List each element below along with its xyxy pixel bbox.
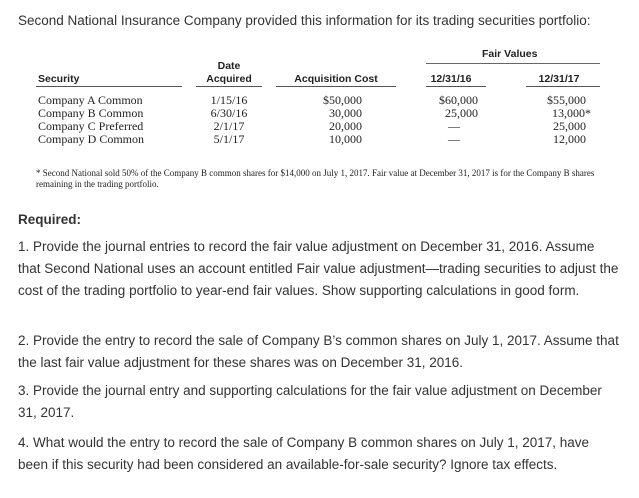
row-security: Company B Common bbox=[38, 106, 144, 120]
table-footnote: * Second National sold 50% of the Company B common shares for $14,000 on July 1, 2017. Fair value at December 31, 2017 is for the Company B shares remaining in the trading portfolio. bbox=[36, 168, 595, 189]
rule-fv-2016 bbox=[426, 86, 486, 87]
fair-values-header: Fair Values bbox=[482, 48, 538, 60]
row-fv-2017: 13,000* bbox=[552, 106, 591, 120]
header-date-line1: Date bbox=[217, 60, 241, 72]
row-fv-2016: $60,000 bbox=[439, 93, 478, 107]
required-heading: Required: bbox=[18, 212, 82, 227]
row-security: Company A Common bbox=[38, 93, 143, 107]
header-fv-2017: 12/31/17 bbox=[538, 73, 580, 85]
row-date: 1/15/16 bbox=[210, 93, 248, 107]
rule-cost bbox=[276, 86, 396, 87]
rule-security bbox=[36, 86, 182, 87]
row-fv-2017: 12,000 bbox=[553, 132, 586, 146]
row-fv-2016: — bbox=[448, 132, 460, 146]
row-cost: $50,000 bbox=[323, 93, 362, 107]
row-date: 6/30/16 bbox=[210, 106, 248, 120]
row-date: 5/1/17 bbox=[213, 132, 245, 146]
question-4: 4. What would the entry to record the sale of Company B common shares on July 1, 2017, have been if this security had been considered an available-for-sale security? Ignore tax effects. bbox=[18, 435, 590, 472]
rule-fv-2017 bbox=[526, 86, 600, 87]
question-3: 3. Provide the journal entry and supporting calculations for the fair value adjustment on December 31, 2017. bbox=[18, 383, 602, 420]
row-date: 2/1/17 bbox=[213, 119, 245, 133]
question-1: 1. Provide the journal entries to record the fair value adjustment on December 31, 2016. Assume that Second National uses an account entitled Fair value adjustment—trading securities to adjust the cost of the trading portfolio to year-end fair values. Show supporting calculations in good form. bbox=[18, 239, 619, 298]
row-fv-2017: 25,000 bbox=[553, 119, 586, 133]
row-fv-2016: — bbox=[448, 119, 460, 133]
row-cost: 10,000 bbox=[329, 132, 362, 146]
row-security: Company C Preferred bbox=[38, 119, 144, 133]
intro-text: Second National Insurance Company provided this information for its trading securities portfolio: bbox=[18, 13, 591, 28]
row-fv-2017: $55,000 bbox=[547, 93, 586, 107]
row-cost: 30,000 bbox=[329, 106, 362, 120]
header-security: Security bbox=[38, 73, 80, 85]
header-acquisition-cost: Acquisition Cost bbox=[294, 73, 378, 85]
header-date-line2: Acquired bbox=[206, 73, 252, 85]
rule-date bbox=[196, 86, 262, 87]
row-security: Company D Common bbox=[38, 132, 145, 146]
row-fv-2016: 25,000 bbox=[445, 106, 478, 120]
question-2: 2. Provide the entry to record the sale of Company B’s common shares on July 1, 2017. Assume that the last fair value adjustment for these shares was on December 31, 2016. bbox=[18, 333, 619, 370]
fair-values-rule bbox=[426, 63, 600, 64]
header-fv-2016: 12/31/16 bbox=[430, 73, 472, 85]
row-cost: 20,000 bbox=[329, 119, 362, 133]
